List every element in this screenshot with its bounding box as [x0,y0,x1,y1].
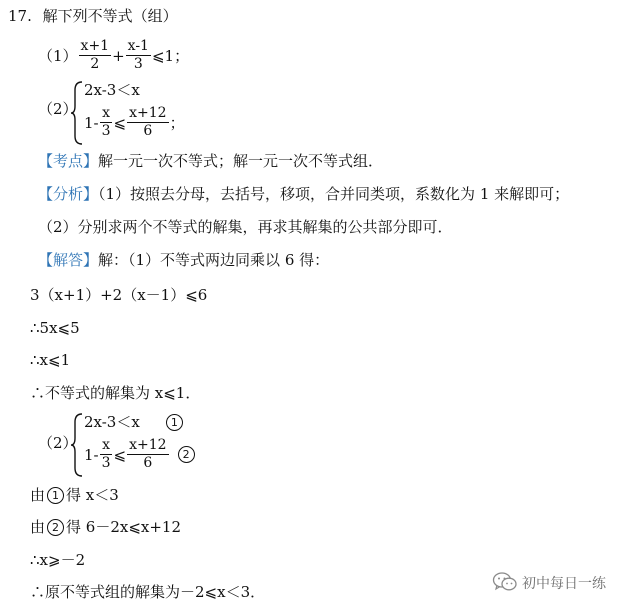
fenxi-line-2: （2）分别求两个不等式的解集，再求其解集的公共部分即可． [38,218,453,236]
left-brace-icon [70,80,84,146]
solution-step: ∴x⩾－2 [30,551,86,569]
circled-number-1: 1 [166,414,183,431]
solution-step: ∴不等式的解集为 x⩽1． [30,384,201,402]
fraction [100,437,113,472]
leq-sign: ⩽ [113,113,127,132]
line2-prefix: 1- [84,445,99,464]
numerator: x [102,437,111,453]
line-end: ； [169,113,185,132]
step-text: 得 x＜3 [66,486,119,504]
system-line2 [84,437,197,472]
solution-step: ∴5x⩽5 [30,319,80,337]
kaodian-text: 解一元一次不等式；解一元一次不等式组． [98,152,384,170]
numerator: x+1 [80,38,110,54]
problem-number: 17. [8,7,32,25]
solution-step [30,517,181,537]
circled-number-2: 2 [178,446,195,463]
denominator: 3 [101,123,111,139]
jieda-line [38,250,329,270]
fraction [126,38,151,73]
solution-step [30,485,119,505]
solution-conclusion: ∴原不等式组的解集为－2⩽x＜3． [30,583,266,601]
wechat-icon [492,571,518,593]
step-prefix: 由 [30,486,46,504]
problem-header [8,6,178,26]
fenxi-line [38,184,569,204]
numerator: x+12 [129,105,167,121]
solution-step: ∴x⩽1 [30,351,71,369]
step-prefix: 由 [30,518,46,536]
left-brace-icon [70,412,84,478]
solution-step: 3（x+1）+2（x－1）⩽6 [30,286,208,304]
jieda-text: 解：（1）不等式两边同乘以 6 得： [98,251,330,269]
jieda-tag: 【解答】 [38,251,99,269]
inequality-rhs: ⩽1； [151,46,190,65]
fenxi-tag: 【分析】 [38,185,99,203]
denominator: 6 [143,123,153,139]
numerator: x-1 [127,38,149,54]
fraction [79,38,112,73]
fraction [127,437,168,472]
circled-number-2: 2 [47,519,64,536]
fraction [100,105,113,140]
problem-title: 解下列不等式（组） [42,7,178,25]
part1-inequality [38,38,189,73]
numerator: x [102,105,111,121]
plus-sign: + [112,46,125,65]
line2-prefix: 1- [84,113,99,132]
fraction [127,105,168,140]
watermark-text: 初中每日一练 [522,576,606,592]
denominator: 3 [133,56,143,72]
system-line1-text: 2x-3＜x [84,413,140,431]
system-line1 [84,412,185,432]
part2-line2 [84,105,185,140]
part2-label: （2） [38,100,78,118]
denominator: 2 [90,56,100,72]
numerator: x+12 [129,437,167,453]
part1-label: （1） [38,46,78,65]
step-text: 得 6－2x⩽x+12 [66,518,182,536]
fenxi-text: （1）按照去分母，去括号，移项，合并同类项，系数化为 1 来解即可； [98,185,570,203]
kaodian-line [38,151,383,171]
leq-sign: ⩽ [113,445,127,464]
solution-part2-label: （2） [38,434,78,452]
part2-line1: 2x-3＜x [84,81,140,99]
denominator: 6 [143,455,153,471]
circled-number-1: 1 [47,487,64,504]
kaodian-tag: 【考点】 [38,152,99,170]
denominator: 3 [101,455,111,471]
